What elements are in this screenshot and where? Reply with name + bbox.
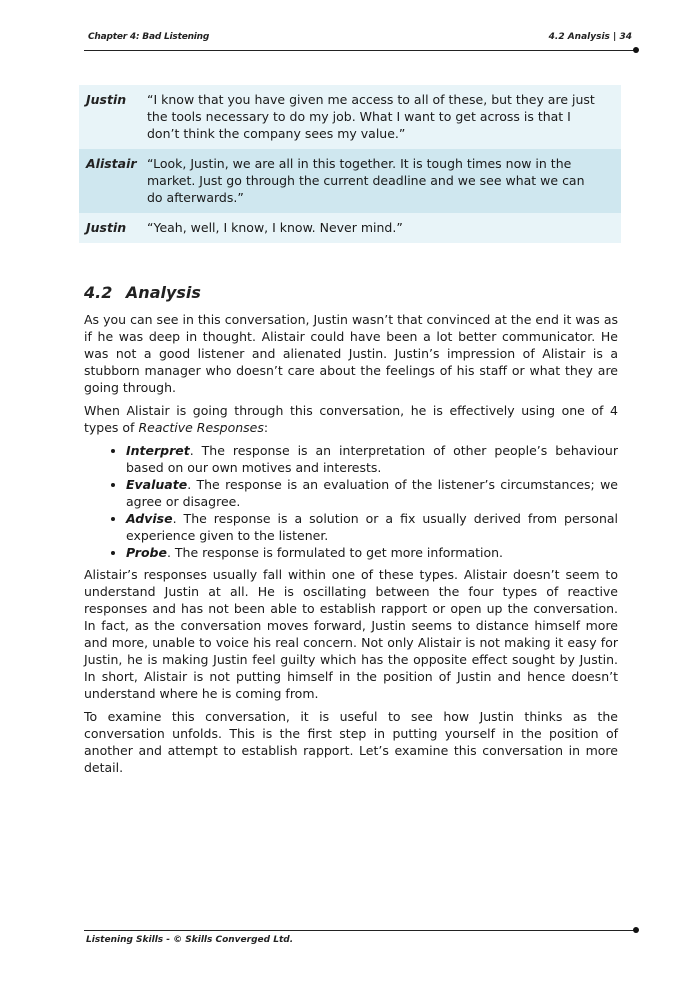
speech-text: “Look, Justin, we are all in this together. It is tough times now in the market. Just go through the current deadline and we see what we can do afterwards.” [147,156,585,205]
reactive-response-list [84,442,618,561]
list-item [126,442,618,476]
bullet-text: . The response is a solution or a fix usually derived from personal experience given to the listener. [126,511,618,543]
list-item [126,476,618,510]
section-page-number: 4.2 Analysis | 34 [548,32,632,42]
speech-text: “Yeah, well, I know, I know. Never mind.” [147,220,403,235]
bullet-term: Interpret [126,443,190,458]
paragraph-reactive-intro [84,402,618,436]
paragraph-impression: As you can see in this conversation, Justin wasn’t that convinced at the end it was as if he was deep in thought. Alistair could have been a lot better communicator. He was not a good listener and alienated Justin. Justin’s impression of Alistair is a stubborn manager who doesn’t care about the feelings of his staff or what they are going through. [84,312,618,395]
paragraph-examine: To examine this conversation, it is useful to see how Justin thinks as the conversation unfolds. This is the first step in putting yourself in the position of another and attempt to establish rapport. Let’s examine this conversation in more detail. [84,709,618,775]
speaker-name: Justin [86,220,127,235]
page-header [84,28,636,51]
bullet-text: . The response is an evaluation of the listener’s circumstances; we agree or disagree. [126,477,618,509]
footer-copyright: Listening Skills - © Skills Converged Ltd. [86,935,294,945]
reactive-responses-term: Reactive Responses [138,420,264,435]
reactive-intro-text: When Alistair is going through this conversation, he is effectively using one of 4 types of [84,403,618,435]
dialogue-row [79,85,621,149]
bullet-text: . The response is formulated to get more information. [166,545,504,560]
dialogue-table [79,85,621,243]
bullet-text: . The response is an interpretation of other people’s behaviour based on our own motives and interests. [126,443,618,475]
dialogue-row [79,149,621,213]
bullet-term: Advise [126,511,173,526]
header-rule-dot [633,47,639,53]
bullet-term: Evaluate [126,477,188,492]
page-footer [84,930,636,945]
list-item [126,544,618,561]
footer-rule-dot [633,927,639,933]
speaker-name: Alistair [86,156,137,171]
section-heading: 4.2 Analysis [84,283,201,302]
chapter-title: Chapter 4: Bad Listening [88,32,210,42]
paragraph-oscillating: Alistair’s responses usually fall within one of these types. Alistair doesn’t seem to understand Justin at all. He is oscillating between the four types of reactive responses and has not been able to establish rapport or open up the conversation. In fact, as the conversation moves forward, Justin seems to distance himself more and more, unable to voice his real concern. Not only Alistair is not making it easy for Justin, he is making Justin feel guilty which has the opposite effect sought by Justin. In short, Alistair is not putting himself in the position of Justin and hence doesn’t understand where he is coming from. [84,567,618,701]
list-item [126,510,618,544]
speech-text: “I know that you have given me access to all of these, but they are just the tools necessary to do my job. What I want to get across is that I don’t think the company sees my value.” [147,92,595,141]
section-body [84,311,618,782]
reactive-intro-colon: : [263,420,269,435]
bullet-term: Probe [126,545,167,560]
dialogue-row [79,213,621,243]
speaker-name: Justin [86,92,127,107]
